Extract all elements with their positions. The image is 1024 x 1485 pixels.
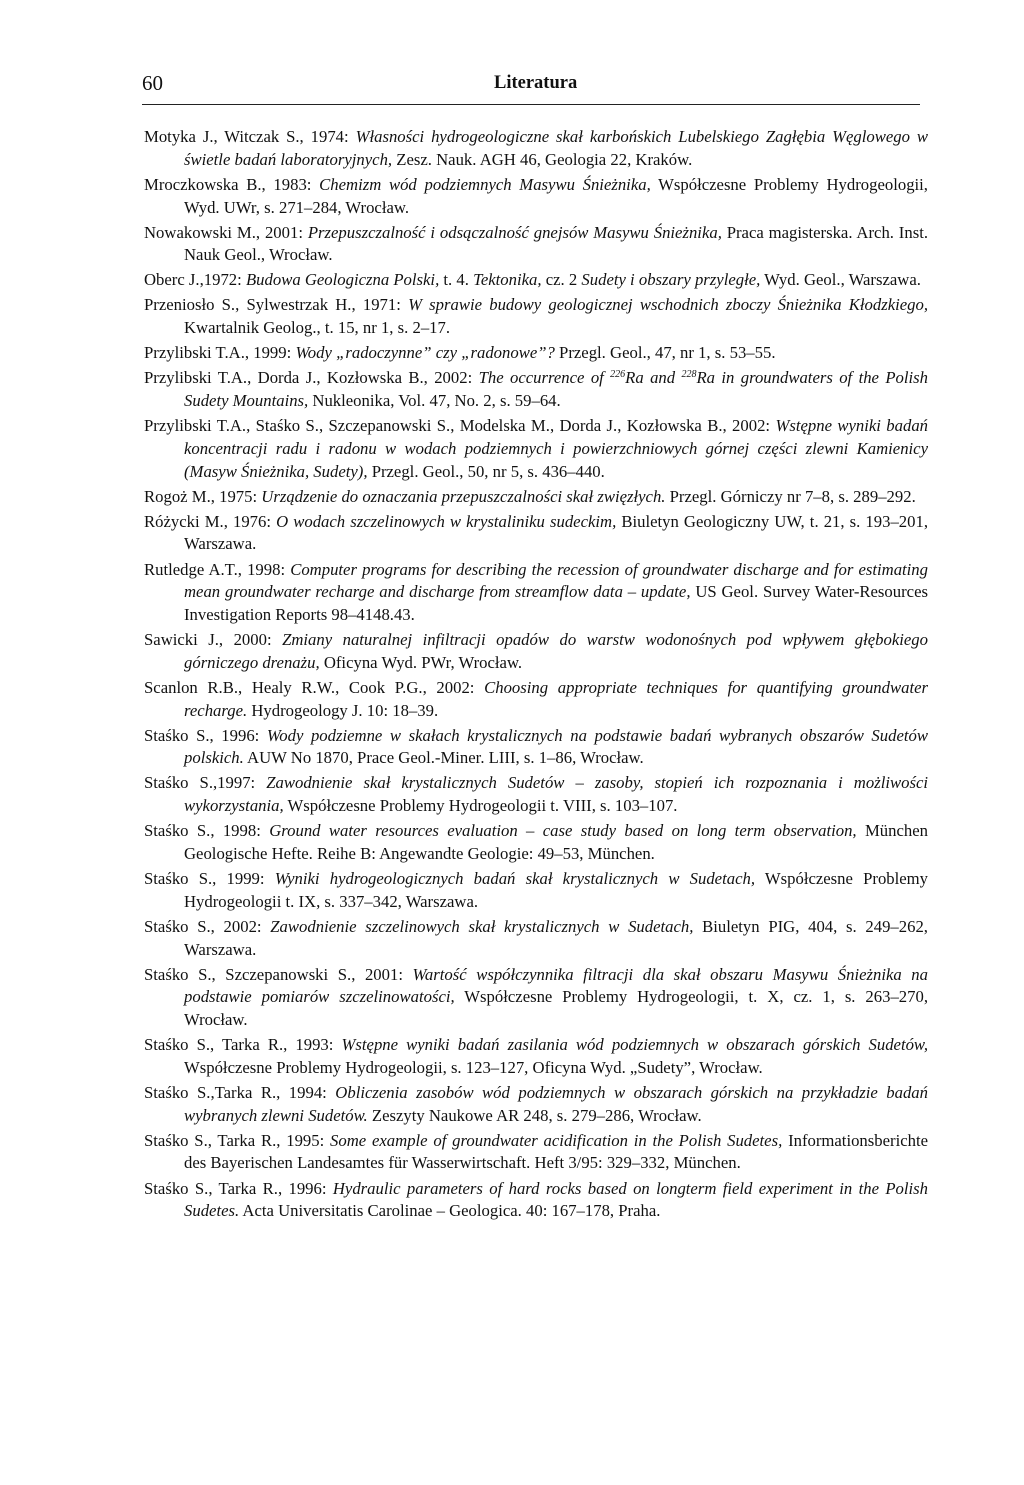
reference-entry: Różycki M., 1976: O wodach szczelinowych w krystaliniku sudeckim, Biuletyn Geologiczny UW, t. 21, s. 193–201, Warszawa. (144, 511, 928, 554)
reference-entry: Staśko S., 1999: Wyniki hydrogeologicznych badań skał krystalicznych w Sudetach, Współczesne Problemy Hydrogeologii t. IX, s. 337–342, Warszawa. (144, 869, 929, 911)
section-title: Literatura (494, 73, 578, 93)
reference-entry: Rogoż M., 1975: Urządzenie do oznaczania przepuszczalności skał zwięzłych. Przegl. Górniczy nr 7–8, s. 289–292. (144, 486, 916, 506)
reference-entry: Staśko S., 1996: Wody podziemne w skałach krystalicznych na podstawie badań wybranych obszarów Sudetów polskich. AUW No 1870, Prace Geol.-Miner. LIII, s. 1–86, Wrocław. (144, 725, 928, 768)
reference-entry: Rutledge A.T., 1998: Computer programs for describing the recession of groundwater discharge and for estimating mean groundwater recharge and discharge from streamflow data – update, US Geol. Survey Water-Resources Investigation Reports 98–4148.43. (144, 559, 928, 624)
reference-entry: Staśko S., Tarka R., 1995: Some example of groundwater acidification in the Polish Sudetes, Informationsberichte des Bayerischen Landesamtes für Wasserwirtschaft. Heft 3/95: 329–332, München. (144, 1130, 928, 1173)
reference-entry: Przylibski T.A., Dorda J., Kozłowska B., 2002: The occurrence of $^{226}$Ra and $^{228}$Ra in groundwaters of the Polish Sudety Mountains, Nukleonika, Vol. 47, No. 2, s. 59–64. (144, 368, 928, 411)
reference-entry: Mroczkowska B., 1983: Chemizm wód podziemnych Masywu Śnieżnika, Współczesne Problemy Hydrogeologii, Wyd. UWr, s. 271–284, Wrocław. (144, 174, 928, 217)
reference-entry: Staśko S.,1997: Zawodnienie skał krystalicznych Sudetów – zasoby, stopień ich rozpoznania i możliwości wykorzystania, Współczesne Problemy Hydrogeologii t. VIII, s. 103–107. (144, 773, 928, 816)
reference-entry: Sawicki J., 2000: Zmiany naturalnej infiltracji opadów do warstw wodonośnych pod wpływem głębokiego górniczego drenażu, Oficyna Wyd. PWr, Wrocław. (144, 630, 928, 672)
reference-entry: Przylibski T.A., Staśko S., Szczepanowski S., Modelska M., Dorda J., Kozłowska B., 2002: Wstępne wyniki badań koncentracji radu i radonu w wodach podziemnych i powierzchniowych górnej części zlewni Kamienicy (Masyw Śnieżnika, Sudety), Przegl. Geol., 50, nr 5, s. 436–440. (144, 416, 929, 481)
reference-entry: Przeniosło S., Sylwestrzak H., 1971: W sprawie budowy geologicznej wschodnich zboczy Śnieżnika Kłodzkiego, Kwartalnik Geolog., t. 15, nr 1, s. 2–17. (144, 295, 929, 338)
header-rule (142, 104, 920, 105)
reference-entry: Nowakowski M., 2001: Przepuszczalność i odsączalność gnejsów Masywu Śnieżnika, Praca magisterska. Arch. Inst. Nauk Geol., Wrocław. (144, 222, 929, 265)
reference-entry: Staśko S., 2002: Zawodnienie szczelinowych skał krystalicznych w Sudetach, Biuletyn PIG, 404, s. 249–262, Warszawa. (144, 916, 928, 959)
reference-entry: Scanlon R.B., Healy R.W., Cook P.G., 2002: Choosing appropriate techniques for quantifying groundwater recharge. Hydrogeology J. 10: 18–39. (144, 677, 929, 720)
reference-entry: Oberc J.,1972: Budowa Geologiczna Polski, t. 4. Tektonika, cz. 2 Sudety i obszary przyległe, Wyd. Geol., Warszawa. (144, 270, 921, 290)
reference-entry: Staśko S., Tarka R., 1996: Hydraulic parameters of hard rocks based on longterm field experiment in the Polish Sudetes. Acta Universitatis Carolinae – Geologica. 40: 167–178, Praha. (144, 1178, 928, 1221)
reference-list (144, 126, 928, 1225)
page-number: 60 (142, 71, 163, 95)
reference-entry: Staśko S., 1998: Ground water resources evaluation – case study based on long term observation, München Geologische Hefte. Reihe B: Angewandte Geologie: 49–53, München. (144, 821, 928, 863)
reference-entry: Przylibski T.A., 1999: Wody „radoczynne” czy „radonowe”? Przegl. Geol., 47, nr 1, s. 53–55. (144, 343, 776, 363)
reference-entry: Staśko S., Szczepanowski S., 2001: Wartość współczynnika filtracji dla skał obszaru Masywu Śnieżnika na podstawie pomiarów szczelinowatości, Współczesne Problemy Hydrogeologii, t. X, cz. 1, s. 263–270, Wrocław. (144, 964, 928, 1030)
page-header (142, 66, 920, 108)
reference-entry: Staśko S., Tarka R., 1993: Wstępne wyniki badań zasilania wód podziemnych w obszarach górskich Sudetów, Współczesne Problemy Hydrogeologii, s. 123–127, Oficyna Wyd. „Sudety”, Wrocław. (144, 1035, 928, 1077)
reference-entry: Staśko S.,Tarka R., 1994: Obliczenia zasobów wód podziemnych w obszarach górskich na przykładzie badań wybranych zlewni Sudetów. Zeszyty Naukowe AR 248, s. 279–286, Wrocław. (144, 1082, 928, 1125)
reference-entry: Motyka J., Witczak S., 1974: Własności hydrogeologiczne skał karbońskich Lubelskiego Zagłębia Węglowego w świetle badań laboratoryjnych, Zesz. Nauk. AGH 46, Geologia 22, Kraków. (144, 127, 928, 169)
